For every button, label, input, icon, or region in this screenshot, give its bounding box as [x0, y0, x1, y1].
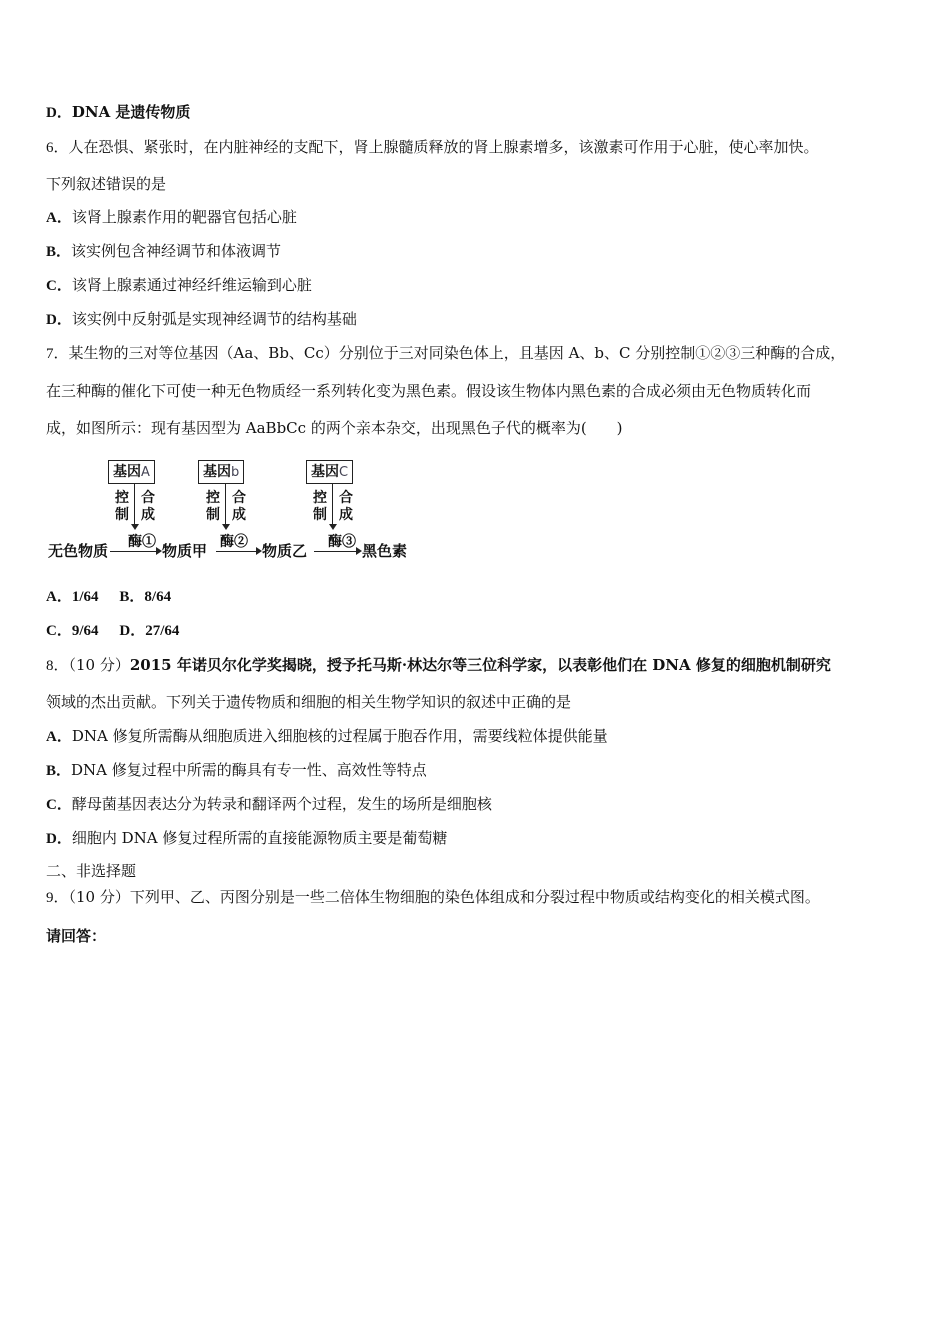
option-label: D． [46, 831, 72, 847]
q7-options-row1 [46, 586, 171, 607]
q8-stem-line2: 领域的杰出贡献。下列关于遗传物质和细胞的相关生物学知识的叙述中正确的是 [46, 693, 572, 711]
option-text: 酵母菌基因表达分为转录和翻译两个过程，发生的场所是细胞核 [71, 795, 492, 813]
option-text: DNA 是遗传物质 [71, 103, 191, 121]
arrow-down-icon [222, 524, 230, 530]
option-label: C． [46, 278, 72, 294]
vertical-arrow-line [225, 483, 226, 528]
option-text: 8/64 [144, 589, 172, 605]
arrow-down-icon [131, 524, 139, 530]
option-label: D． [46, 105, 72, 121]
option-text: 该实例包含神经调节和体液调节 [71, 242, 282, 260]
synthesis-label: 合成 [232, 490, 246, 523]
option-label: A． [46, 210, 72, 226]
q6-option-c [46, 275, 312, 296]
option-text: 27/64 [145, 623, 180, 639]
enzyme-1-label: 酶① [128, 534, 156, 550]
control-label: 控制 [313, 490, 327, 523]
q6-stem-line1 [46, 137, 819, 158]
gene-prefix: 基因 [113, 464, 141, 480]
arrow-right-icon [110, 551, 160, 552]
q6-stem-line2: 下列叙述错误的是 [46, 175, 167, 193]
arrow-down-icon [329, 524, 337, 530]
option-label: C． [46, 623, 72, 639]
option-text: 细胞内 DNA 修复过程所需的直接能源物质主要是葡萄糖 [71, 829, 448, 847]
gene-prefix: 基因 [311, 464, 339, 480]
pathway-diagram [48, 456, 428, 566]
arrow-right-icon [216, 551, 260, 552]
gene-box-b [198, 460, 244, 484]
synthesis-label: 合成 [339, 490, 353, 523]
option-label: B． [119, 589, 145, 605]
question-text: 人在恐惧、紧张时，在内脏神经的支配下，肾上腺髓质释放的肾上腺素增多，该激素可作用于心脏，使心率加快。 [68, 138, 819, 156]
node-colorless-substance: 无色物质 [48, 542, 109, 560]
q8-stem-line1 [46, 655, 831, 676]
question-number: 9． [46, 890, 69, 906]
gene-letter: C [339, 465, 349, 480]
option-label: B． [46, 763, 72, 779]
question-score: （10 分） [68, 888, 130, 906]
question-text: 某生物的三对等位基因（Aa、Bb、Cc）分别位于三对同染色体上，且基因 A、b、C 分别控制①②③三种酶的合成， [68, 344, 846, 362]
q9-stem-line1 [46, 887, 820, 908]
q6-option-d [46, 309, 357, 330]
question-number: 6． [46, 140, 69, 156]
gene-prefix: 基因 [203, 464, 231, 480]
synthesis-label: 合成 [141, 490, 155, 523]
option-label: D． [119, 623, 146, 639]
question-text: 下列甲、乙、丙图分别是一些二倍体生物细胞的染色体组成和分裂过程中物质或结构变化的相关模式图。 [129, 888, 820, 906]
option-text: 该肾上腺素作用的靶器官包括心脏 [71, 208, 297, 226]
gene-box-c [306, 460, 353, 484]
section-title: 二、非选择题 [46, 862, 137, 880]
option-text: 该肾上腺素通过神经纤维运输到心脏 [71, 276, 312, 294]
q6-option-a [46, 207, 297, 228]
arrow-right-icon [314, 551, 360, 552]
enzyme-3-label: 酶③ [328, 534, 356, 550]
vertical-arrow-line [332, 483, 333, 528]
option-label: A． [46, 589, 72, 605]
question-score: （10 分） [68, 656, 130, 674]
option-label: A． [46, 729, 72, 745]
question-number: 8． [46, 658, 69, 674]
q8-option-d [46, 828, 447, 849]
option-text: DNA 修复过程中所需的酶具有专一性、高效性等特点 [71, 761, 427, 779]
option-text: 1/64 [71, 589, 99, 605]
vertical-arrow-line [134, 483, 135, 528]
node-substance-yi: 物质乙 [262, 542, 308, 560]
gene-letter: A [141, 465, 150, 480]
control-label: 控制 [206, 490, 220, 523]
q5-option-d [46, 102, 190, 123]
gene-box-a [108, 460, 155, 484]
q8-option-c [46, 794, 492, 815]
q9-stem-line2: 请回答： [46, 927, 107, 945]
enzyme-2-label: 酶② [220, 534, 248, 550]
option-text: 该实例中反射弧是实现神经调节的结构基础 [71, 310, 357, 328]
control-label: 控制 [115, 490, 129, 523]
option-label: C． [46, 797, 72, 813]
gene-letter: b [231, 465, 240, 480]
q7-stem-line2: 在三种酶的催化下可使一种无色物质经一系列转化变为黑色素。假设该生物体内黑色素的合成必须由无色物质转化而 [46, 382, 812, 400]
question-number: 7． [46, 346, 69, 362]
q8-option-b [46, 760, 427, 781]
q6-option-b [46, 241, 281, 262]
option-text: DNA 修复所需酶从细胞质进入细胞核的过程属于胞吞作用，需要线粒体提供能量 [71, 727, 608, 745]
option-text: 9/64 [71, 623, 99, 639]
q7-options-row2 [46, 620, 179, 641]
q7-stem-line3: 成，如图所示：现有基因型为 AaBbCc 的两个亲本杂交，出现黑色子代的概率为( ) [46, 419, 623, 437]
option-label: B． [46, 244, 72, 260]
question-text: 2015 年诺贝尔化学奖揭晓，授予托马斯·林达尔等三位科学家，以表彰他们在 DNA 修复的细胞机制研究 [129, 656, 831, 674]
q8-option-a [46, 726, 608, 747]
option-label: D． [46, 312, 72, 328]
node-melanin: 黑色素 [362, 542, 408, 560]
q7-stem-line1 [46, 343, 845, 364]
node-substance-jia: 物质甲 [162, 542, 208, 560]
